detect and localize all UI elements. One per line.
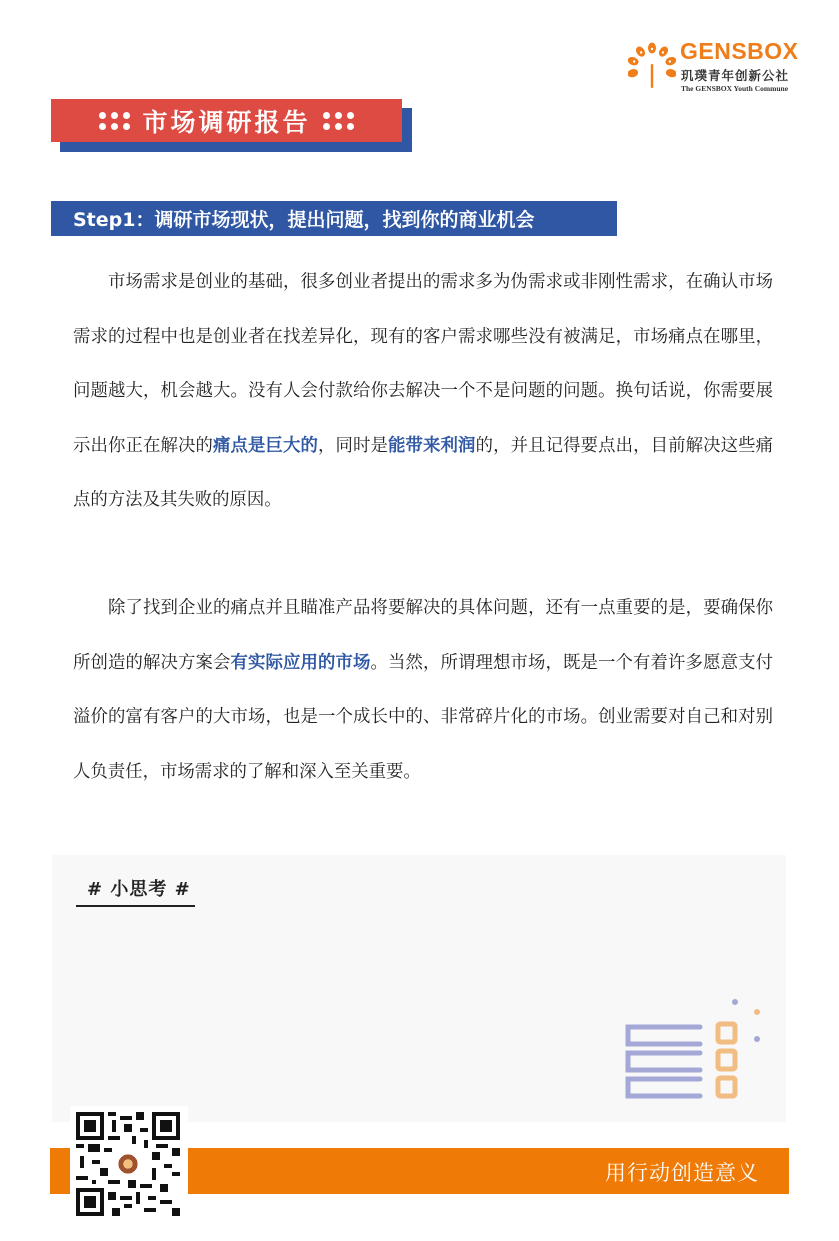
dots-right-icon xyxy=(323,112,354,130)
checklist-icon xyxy=(618,995,768,1105)
title-banner xyxy=(51,99,402,142)
sunflower-logo-icon xyxy=(628,42,676,90)
paragraph-text: 除了找到企业的痛点并且瞄准产品将要解决的具体问题，还有一点重要的是，要确保你所创造的解决方案会 xyxy=(73,598,773,673)
page-title: 市场调研报告 xyxy=(142,107,311,137)
paragraph-text: 。当然，所谓理想市场，既是一个有着许多愿意支付溢价的富有客户的大市场，也是一个成长中的、非常碎片化的市场。创业需要对自己和对别人负责任，市场需求的了解和深入至关重要。 xyxy=(73,652,773,782)
brand-name-cn: 玑璞青年创新公社 xyxy=(681,68,790,83)
think-title: # 小思考 # xyxy=(87,879,191,900)
step-heading xyxy=(51,201,617,236)
paragraph-text: 市场需求是创业的基础，很多创业者提出的需求多为伪需求或非刚性需求，在确认市场需求的过程中也是创业者在找差异化，现有的客户需求哪些没有被满足，市场痛点在哪里，问题越大，机会越大。没有人会付款给你去解决一个不是问题的问题。换句话说，你需要展示出你正在解决的 xyxy=(73,272,773,456)
footer-slogan: 用行动创造意义 xyxy=(605,1161,759,1185)
brand-name: GENSBOX xyxy=(680,38,799,64)
step-heading-text: Step1：调研市场现状，提出问题，找到你的商业机会 xyxy=(73,209,535,231)
qr-code-icon xyxy=(76,1112,180,1216)
paragraph-text: ，同时是 xyxy=(318,435,389,456)
brand-tagline: The GENSBOX Youth Commune xyxy=(681,84,789,93)
dots-left-icon xyxy=(99,112,130,130)
gensbox-logo xyxy=(628,40,798,96)
highlight-text: 能带来利润 xyxy=(388,435,476,456)
highlight-text: 痛点是巨大的 xyxy=(213,435,319,456)
paragraph-text: 的，并且记得要点出，目前解决这些痛点的方法及其失败的原因。 xyxy=(73,435,773,510)
think-title-underline xyxy=(76,905,195,907)
paragraph-1 xyxy=(73,255,773,528)
paragraph-2 xyxy=(73,581,773,799)
qr-code[interactable] xyxy=(70,1106,188,1220)
highlight-text: 有实际应用的市场 xyxy=(230,652,371,673)
